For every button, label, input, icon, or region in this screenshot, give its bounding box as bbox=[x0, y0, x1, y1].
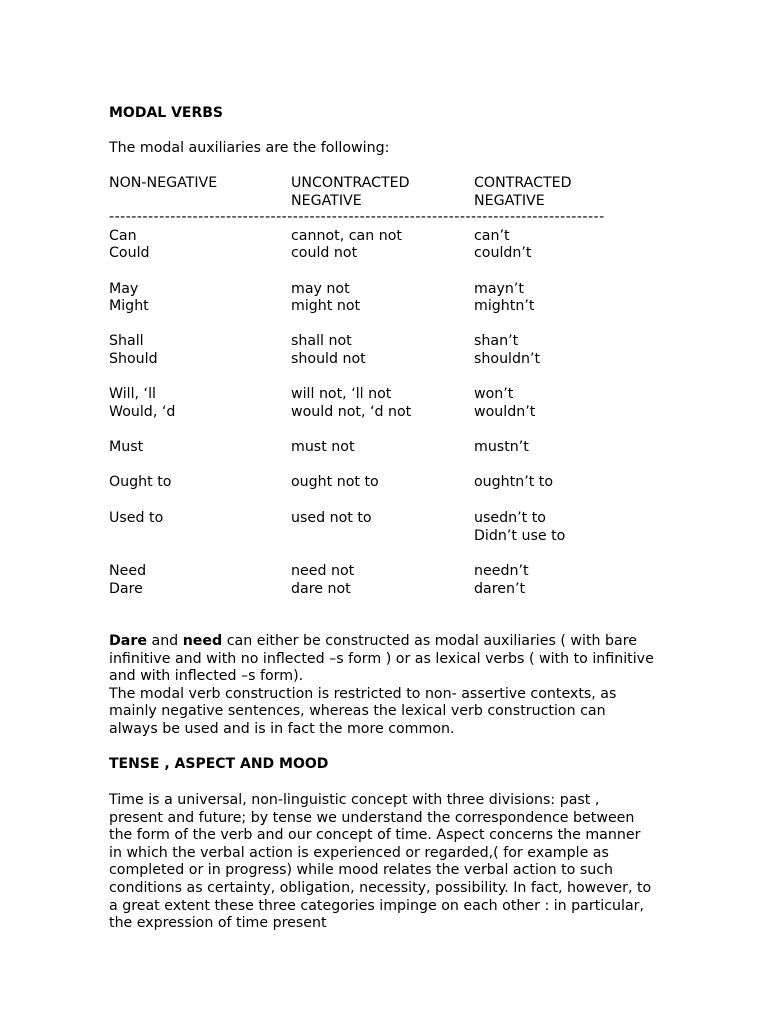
table-cell-contracted-negative: shan’t bbox=[474, 333, 519, 349]
header-uncontracted-negative: NEGATIVE bbox=[291, 193, 362, 209]
table-cell-modal-form: Must bbox=[109, 439, 144, 455]
table-cell-uncontracted-negative: might not bbox=[291, 298, 361, 314]
table-cell-contracted-negative: needn’t bbox=[474, 563, 529, 579]
table-cell-contracted-negative: can’t bbox=[474, 228, 510, 244]
table-cell-contracted-negative: won’t bbox=[474, 386, 514, 402]
table-cell-modal-form: Might bbox=[109, 298, 149, 314]
header-contracted: CONTRACTED bbox=[474, 175, 572, 191]
table-cell-uncontracted-negative: dare not bbox=[291, 581, 351, 597]
paragraph-dare-need bbox=[109, 633, 655, 739]
paragraph-3-text: Time is a universal, non-linguistic concept with three divisions: past , present and future; by tense we understand the correspondence between the form of the verb and our concept of time. Aspect concerns the manner in which the verbal action is experienced or regarded,( for example as completed or in progress) while mood relates the verbal action to such conditions as certainty, obligation, necessity, possibility. In fact, however, to a great extent these three categories impinge on each other : in particular, the expression of time present bbox=[109, 792, 652, 932]
table-cell-modal-form: Could bbox=[109, 245, 150, 261]
page-title: MODAL VERBS bbox=[109, 105, 224, 121]
table-cell-uncontracted-negative: must not bbox=[291, 439, 355, 455]
table-cell-modal-form: Should bbox=[109, 351, 158, 367]
paragraph-1-connector: and bbox=[146, 633, 183, 649]
table-cell-contracted-negative: oughtn’t to bbox=[474, 474, 554, 490]
intro-text: The modal auxiliaries are the following: bbox=[109, 140, 390, 156]
table-cell-uncontracted-negative: need not bbox=[291, 563, 355, 579]
table-cell-contracted-negative: mustn’t bbox=[474, 439, 529, 455]
table-cell-contracted-negative: Didn’t use to bbox=[474, 528, 566, 544]
table-cell-modal-form: Will, ‘ll bbox=[109, 386, 156, 402]
table-cell-contracted-negative: wouldn’t bbox=[474, 404, 536, 420]
table-cell-uncontracted-negative: used not to bbox=[291, 510, 372, 526]
paragraph-2: The modal verb construction is restricted to non- assertive contexts, as mainly negative sentences, whereas the lexical verb construction can always be used and is in fact the more common. bbox=[109, 685, 617, 737]
table-cell-contracted-negative: daren’t bbox=[474, 581, 526, 597]
header-contracted-negative: NEGATIVE bbox=[474, 193, 545, 209]
table-cell-modal-form: Shall bbox=[109, 333, 144, 349]
table-cell-uncontracted-negative: would not, ‘d not bbox=[291, 404, 412, 420]
header-non-negative: NON-NEGATIVE bbox=[109, 175, 218, 191]
section-heading-tense: TENSE , ASPECT AND MOOD bbox=[109, 756, 329, 772]
table-cell-modal-form: May bbox=[109, 281, 139, 297]
table-cell-uncontracted-negative: cannot, can not bbox=[291, 228, 402, 244]
paragraph-1-rest: can either be constructed as modal auxiliaries ( with bare infinitive and with no inflected –s form ) or as lexical verbs ( with to infinitive and with inflected –s form). bbox=[109, 633, 654, 685]
table-cell-modal-form: Would, ‘d bbox=[109, 404, 176, 420]
table-cell-uncontracted-negative: may not bbox=[291, 281, 350, 297]
table-cell-modal-form: Used to bbox=[109, 510, 164, 526]
table-cell-contracted-negative: mayn’t bbox=[474, 281, 524, 297]
paragraph-1 bbox=[109, 633, 655, 686]
table-cell-contracted-negative: couldn’t bbox=[474, 245, 532, 261]
table-cell-modal-form: Need bbox=[109, 563, 147, 579]
header-uncontracted: UNCONTRACTED bbox=[291, 175, 410, 191]
table-cell-contracted-negative: shouldn’t bbox=[474, 351, 541, 367]
bold-dare: Dare bbox=[109, 633, 147, 649]
table-cell-uncontracted-negative: shall not bbox=[291, 333, 352, 349]
bold-need: need bbox=[182, 633, 223, 649]
table-cell-uncontracted-negative: should not bbox=[291, 351, 366, 367]
table-cell-uncontracted-negative: could not bbox=[291, 245, 358, 261]
table-cell-contracted-negative: usedn’t to bbox=[474, 510, 546, 526]
table-cell-modal-form: Dare bbox=[109, 581, 143, 597]
table-cell-uncontracted-negative: will not, ‘ll not bbox=[291, 386, 392, 402]
table-cell-contracted-negative: mightn’t bbox=[474, 298, 535, 314]
table-separator: ----------------------------------------------------------------------------------------- bbox=[109, 209, 605, 225]
table-cell-uncontracted-negative: ought not to bbox=[291, 474, 379, 490]
table-cell-modal-form: Can bbox=[109, 228, 137, 244]
paragraph-3 bbox=[109, 792, 655, 933]
table-cell-modal-form: Ought to bbox=[109, 474, 172, 490]
